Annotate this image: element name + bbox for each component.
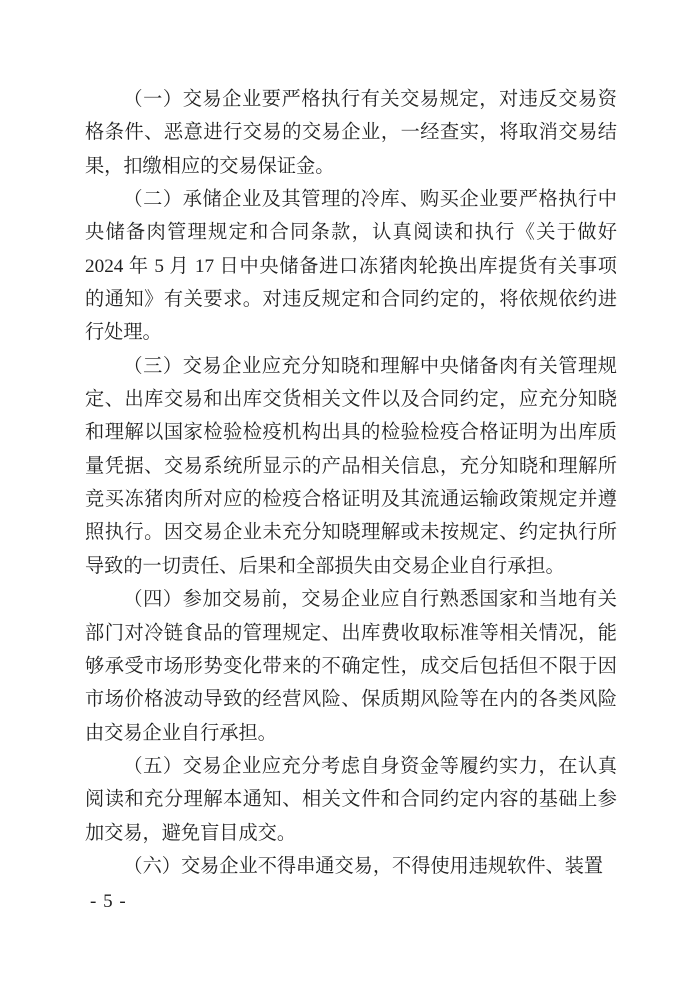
page-number: - 5 - — [90, 891, 127, 912]
paragraph-2: （二）承储企业及其管理的冷库、购买企业要严格执行中央储备肉管理规定和合同条款，认真阅读和执行《关于做好 2024 年 5 月 17 日中央储备进口冻猪肉轮换出库提货有关事项的通知》有关要求。对违反规定和合同约定的，将依规依约进行处理。 — [85, 189, 617, 344]
paragraph-6: （六）交易企业不得串通交易，不得使用违规软件、装置 — [123, 855, 604, 877]
paragraph-3: （三）交易企业应充分知晓和理解中央储备肉有关管理规定、出库交易和出库交货相关文件以及合同约定，应充分知晓和理解以国家检验检疫机构出具的检验检疫合格证明为出库质量凭据、交易系统所显示的产品相关信息，充分知晓和理解所竞买冻猪肉所对应的检疫合格证明及其流通运输政策规定并遵照执行。因交易企业未充分知晓理解或未按规定、约定执行所导致的一切责任、后果和全部损失由交易企业自行承担。 — [85, 355, 617, 577]
document-body — [85, 83, 617, 883]
paragraph-4: （四）参加交易前，交易企业应自行熟悉国家和当地有关部门对冷链食品的管理规定、出库费收取标准等相关情况，能够承受市场形势变化带来的不确定性，成交后包括但不限于因市场价格波动导致的经营风险、保质期风险等在内的各类风险由交易企业自行承担。 — [85, 589, 617, 744]
paragraph-5: （五）交易企业应充分考虑自身资金等履约实力，在认真阅读和充分理解本通知、相关文件和合同约定内容的基础上参加交易，避免盲目成交。 — [85, 755, 617, 844]
paragraph-1: （一）交易企业要严格执行有关交易规定，对违反交易资格条件、恶意进行交易的交易企业，一经查实，将取消交易结果，扣缴相应的交易保证金。 — [85, 89, 617, 177]
